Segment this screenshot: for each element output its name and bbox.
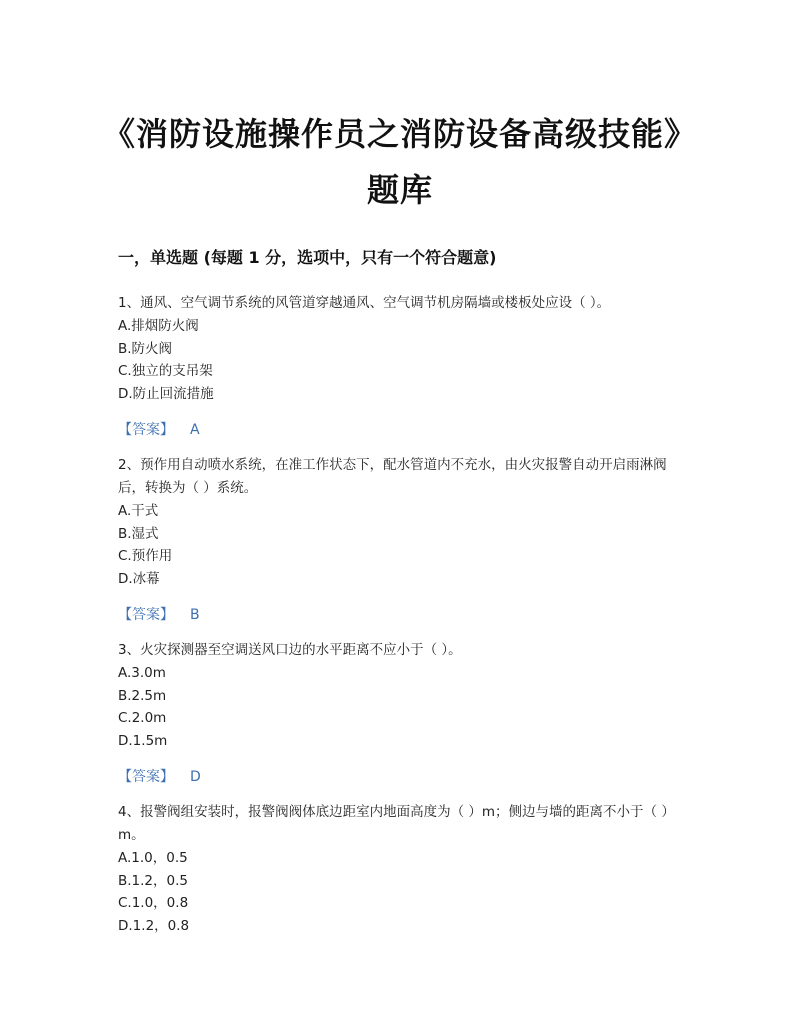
document-title: 《消防设施操作员之消防设备高级技能》题库 — [102, 115, 697, 209]
question-stem: 4、报警阀组安装时，报警阀阀体底边距室内地面高度为（ ）m；侧边与墙的距离不小于（ ）m。 — [118, 804, 675, 843]
option-a: A.排烟防火阀 — [118, 318, 199, 334]
answer-value: A — [190, 422, 200, 438]
option-a: A.1.0，0.5 — [118, 850, 188, 866]
answer-line — [118, 603, 688, 627]
answer-line — [118, 418, 688, 442]
option-c: C.独立的支吊架 — [118, 363, 213, 379]
answer-value: D — [190, 769, 201, 785]
answer-value: B — [190, 607, 200, 623]
answer-label: 【答案】 — [118, 769, 174, 785]
option-list — [118, 847, 688, 937]
answer-label: 【答案】 — [118, 607, 174, 623]
answer-line — [118, 765, 688, 789]
option-c: C.预作用 — [118, 548, 173, 564]
question-list — [118, 292, 688, 943]
option-list — [118, 662, 688, 752]
question-3 — [118, 639, 688, 789]
option-c: C.1.0，0.8 — [118, 895, 189, 911]
option-b: B.1.2，0.5 — [118, 872, 188, 889]
option-d: D.1.5m — [118, 732, 168, 749]
question-stem: 2、预作用自动喷水系统，在准工作状态下，配水管道内不充水，由火灾报警自动开启雨淋阀后，转换为（ ）系统。 — [118, 457, 667, 496]
question-stem: 1、通风、空气调节系统的风管道穿越通风、空气调节机房隔墙或楼板处应设（ ）。 — [118, 295, 611, 311]
option-d: D.防止回流措施 — [118, 385, 214, 402]
question-1 — [118, 292, 688, 442]
question-stem: 3、火灾探测器至空调送风口边的水平距离不应小于（ ）。 — [118, 642, 462, 658]
option-a: A.3.0m — [118, 665, 166, 681]
option-list — [118, 315, 688, 405]
option-d: D.冰幕 — [118, 570, 160, 587]
option-c: C.2.0m — [118, 710, 167, 726]
option-b: B.湿式 — [118, 525, 159, 542]
option-b: B.防火阀 — [118, 340, 173, 357]
question-4 — [118, 801, 688, 937]
option-d: D.1.2，0.8 — [118, 917, 190, 934]
option-b: B.2.5m — [118, 687, 167, 704]
option-a: A.干式 — [118, 503, 159, 519]
question-2 — [118, 454, 688, 627]
section-heading: 一，单选题 (每题 1 分，选项中，只有一个符合题意) — [118, 248, 497, 267]
option-list — [118, 500, 688, 590]
answer-label: 【答案】 — [118, 422, 174, 438]
